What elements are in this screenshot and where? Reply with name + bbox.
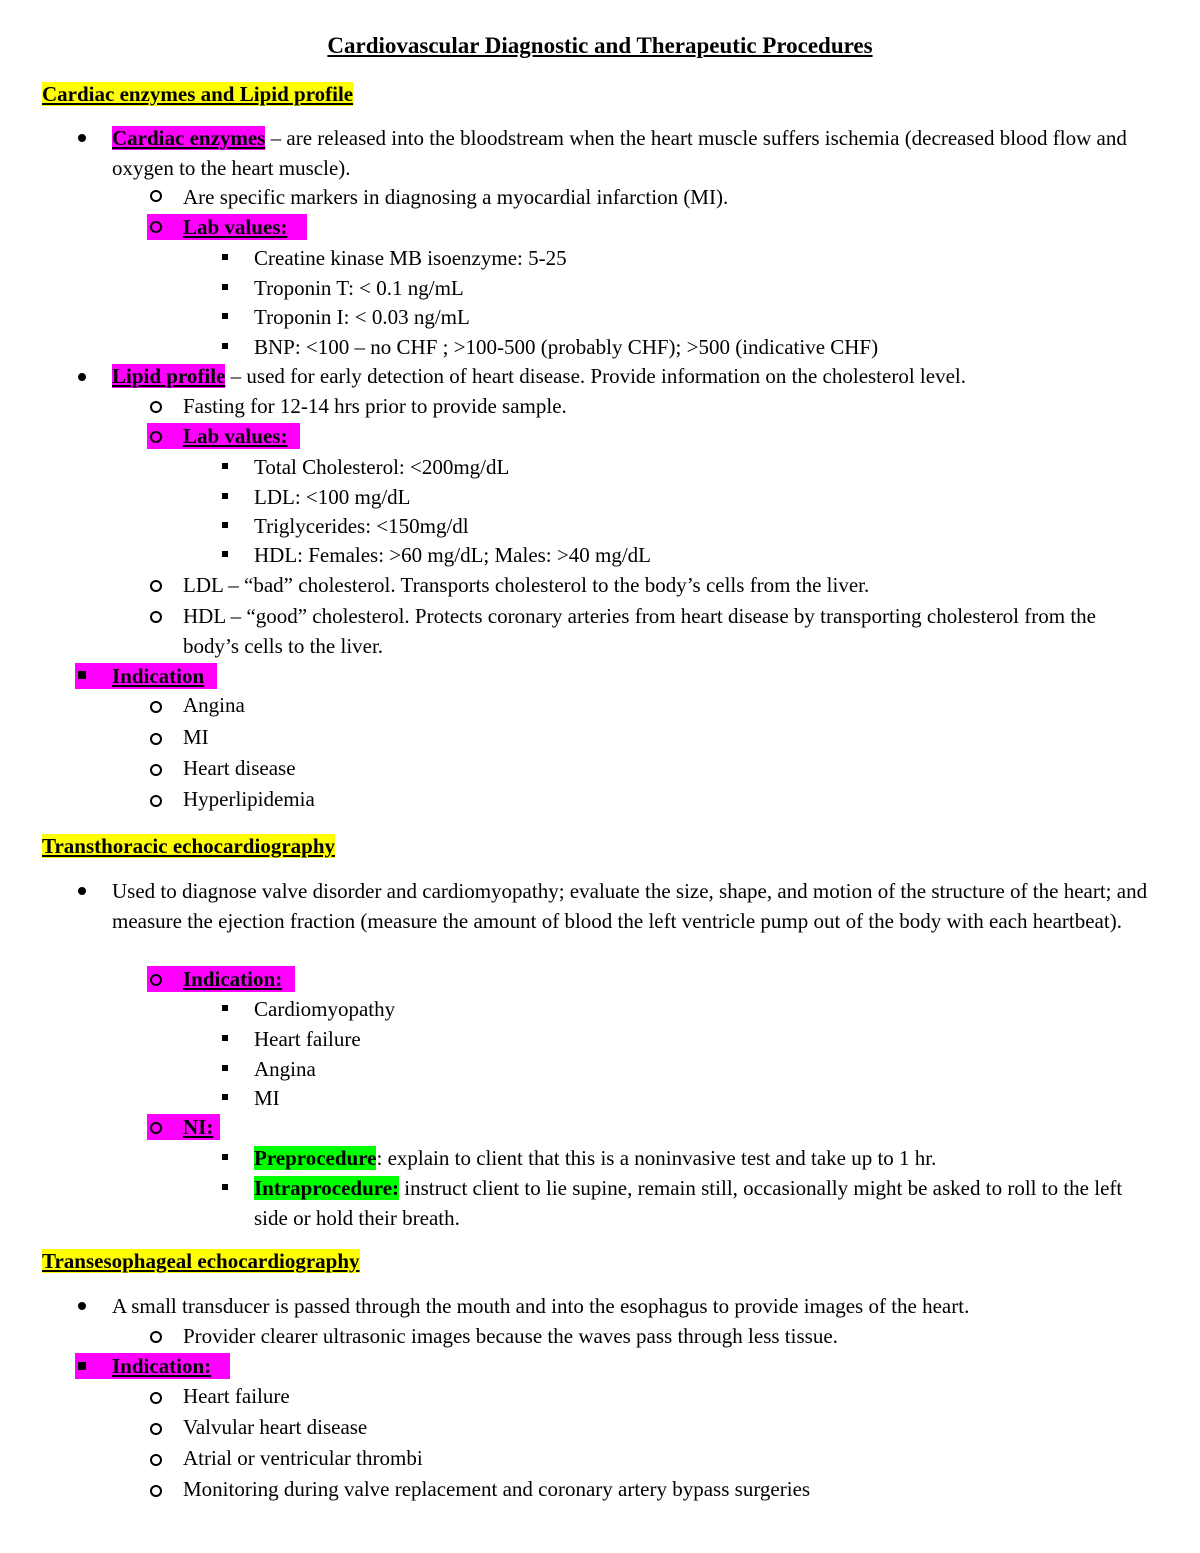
lipid-profile-sub: Fasting for 12-14 hrs prior to provide sample. [183, 394, 567, 418]
square-bullet-icon [222, 284, 228, 290]
square-bullet-icon [222, 1035, 228, 1041]
square-bullet-icon [222, 551, 228, 557]
lab-values-label: Lab values: [183, 215, 288, 239]
ce-value: Creatine kinase MB isoenzyme: 5-25 [254, 246, 567, 270]
indication-item: Heart failure [183, 1384, 290, 1408]
circle-bullet-icon [150, 1423, 162, 1435]
ce-value: BNP: <100 – no CHF ; >100-500 (probably CHF); >500 (indicative CHF) [254, 335, 879, 359]
indication-item: MI [254, 1086, 280, 1110]
bullet-icon [78, 134, 86, 142]
lp-value: Total Cholesterol: <200mg/dL [254, 455, 510, 479]
ni-label: NI: [183, 1115, 214, 1139]
square-bullet-icon [78, 1362, 86, 1370]
circle-bullet-icon [150, 190, 162, 202]
lipid-profile-label: Lipid profile [112, 364, 226, 388]
square-bullet-icon [222, 1094, 228, 1100]
square-bullet-icon [222, 1065, 228, 1071]
circle-bullet-icon [150, 1122, 162, 1134]
square-bullet-icon [222, 1184, 228, 1190]
circle-bullet-icon [150, 580, 162, 592]
cardiac-enzymes-text: – are released into the bloodstream when the heart muscle suffers ischemia (decreased blood flow and oxygen to the heart muscle). [112, 126, 1127, 180]
cardiac-enzymes-sub: Are specific markers in diagnosing a myocardial infarction (MI). [183, 185, 729, 209]
circle-bullet-icon [150, 701, 162, 713]
intraprocedure-item [254, 1173, 1159, 1233]
cardiac-enzymes-label: Cardiac enzymes [112, 126, 266, 150]
indication-item: Monitoring during valve replacement and coronary artery bypass surgeries [183, 1477, 811, 1501]
bullet-icon [78, 373, 86, 381]
circle-bullet-icon [150, 401, 162, 413]
circle-bullet-icon [150, 611, 162, 623]
transesophageal-sub: Provider clearer ultrasonic images because the waves pass through less tissue. [183, 1324, 838, 1348]
document-title: Cardiovascular Diagnostic and Therapeutic Procedures [327, 33, 873, 58]
square-bullet-icon [222, 1154, 228, 1160]
square-bullet-icon [222, 493, 228, 499]
cardiac-enzymes-item [112, 123, 1152, 183]
circle-bullet-icon [150, 974, 162, 986]
intraprocedure-label: Intraprocedure: [254, 1176, 400, 1200]
indication-item: Heart disease [183, 756, 296, 780]
ce-value: Troponin T: < 0.1 ng/mL [254, 276, 464, 300]
intraprocedure-text: instruct client to lie supine, remain still, occasionally might be asked to roll to the left side or hold their breath. [254, 1176, 1123, 1230]
square-bullet-icon [78, 671, 86, 679]
heading-transesophageal: Transesophageal echocardiography [42, 1249, 360, 1273]
indication-item: Atrial or ventricular thrombi [183, 1446, 423, 1470]
circle-bullet-icon [150, 431, 162, 443]
indication-item: Valvular heart disease [183, 1415, 368, 1439]
indication-label: Indication: [183, 967, 283, 991]
indication-item: MI [183, 725, 209, 749]
lipid-profile-item [112, 361, 1152, 391]
ce-value: Troponin I: < 0.03 ng/mL [254, 305, 470, 329]
preprocedure-label: Preprocedure [254, 1146, 377, 1170]
square-bullet-icon [222, 463, 228, 469]
circle-bullet-icon [150, 1485, 162, 1497]
circle-bullet-icon [150, 1454, 162, 1466]
circle-bullet-icon [150, 1392, 162, 1404]
square-bullet-icon [222, 254, 228, 260]
ldl-note: LDL – “bad” cholesterol. Transports cholesterol to the body’s cells from the liver. [183, 573, 870, 597]
square-bullet-icon [222, 1005, 228, 1011]
indication-item: Hyperlipidemia [183, 787, 315, 811]
indication-item: Heart failure [254, 1027, 361, 1051]
transthoracic-text: Used to diagnose valve disorder and cardiomyopathy; evaluate the size, shape, and motion of the structure of the heart; and measure the ejection fraction (measure the amount of blood the left ventricle pump out of the body with each heartbeat). [112, 879, 1148, 933]
indication-item: Angina [254, 1057, 316, 1081]
lp-value: LDL: <100 mg/dL [254, 485, 411, 509]
circle-bullet-icon [150, 733, 162, 745]
bullet-icon [78, 1302, 86, 1310]
indication-label: Indication: [112, 1354, 212, 1378]
circle-bullet-icon [150, 1331, 162, 1343]
preprocedure-text: : explain to client that this is a noninvasive test and take up to 1 hr. [376, 1146, 937, 1170]
circle-bullet-icon [150, 221, 162, 233]
heading-cardiac-lipid: Cardiac enzymes and Lipid profile [42, 82, 354, 106]
circle-bullet-icon [150, 764, 162, 776]
indication-item: Angina [183, 693, 245, 717]
indication-label: Indication [112, 664, 205, 688]
preprocedure-item [254, 1143, 1159, 1173]
bullet-icon [78, 887, 86, 895]
lp-value: HDL: Females: >60 mg/dL; Males: >40 mg/dL [254, 543, 651, 567]
indication-item: Cardiomyopathy [254, 997, 396, 1021]
transesophageal-text: A small transducer is passed through the mouth and into the esophagus to provide images of the heart. [112, 1294, 970, 1318]
lp-value: Triglycerides: <150mg/dl [254, 514, 469, 538]
square-bullet-icon [222, 313, 228, 319]
lipid-profile-text: – used for early detection of heart disease. Provide information on the cholesterol level. [225, 364, 966, 388]
hdl-note: HDL – “good” cholesterol. Protects coronary arteries from heart disease by transporting cholesterol from the body’s cells to the liver. [183, 604, 1096, 658]
heading-transthoracic: Transthoracic echocardiography [42, 834, 335, 858]
square-bullet-icon [222, 522, 228, 528]
lab-values-label: Lab values: [183, 424, 288, 448]
square-bullet-icon [222, 343, 228, 349]
circle-bullet-icon [150, 795, 162, 807]
